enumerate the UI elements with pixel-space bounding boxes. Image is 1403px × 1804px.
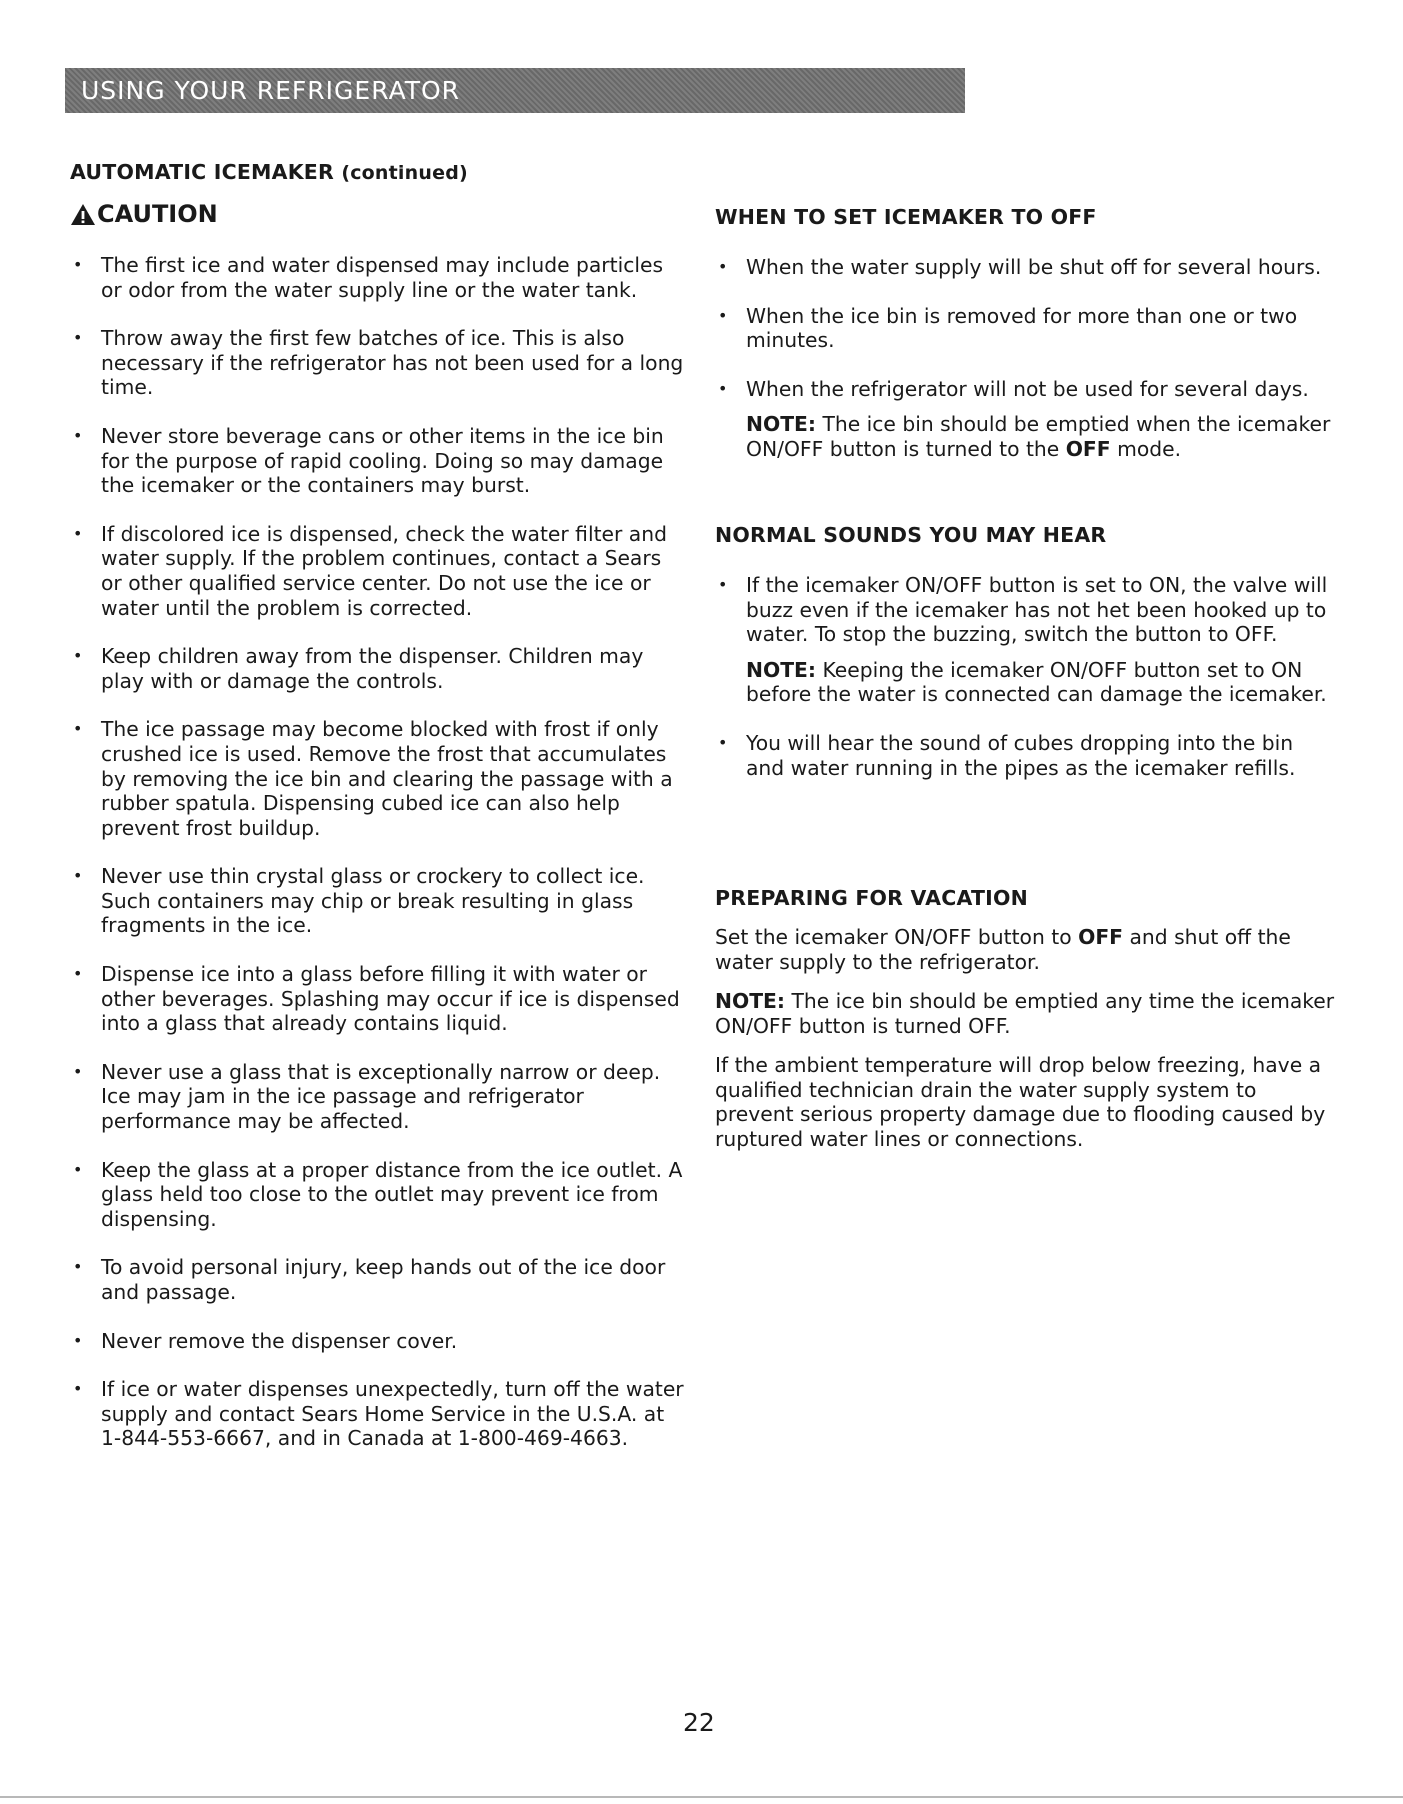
bullet-icon: • bbox=[73, 328, 83, 348]
list-item: • You will hear the sound of cubes dropping into the bin and water running in the pipes as the icemaker refills. bbox=[718, 730, 1296, 780]
warning-triangle-icon bbox=[70, 203, 96, 226]
list-item: • To avoid personal injury, keep hands out of the ice door and passage. bbox=[73, 1255, 666, 1304]
list-item: • Keep the glass at a proper distance from the ice outlet. A glass held too close to the outlet may prevent ice from dispensing. bbox=[73, 1157, 683, 1231]
list-item: • The first ice and water dispensed may include particles or odor from the water supply line or the water tank. bbox=[73, 253, 664, 302]
caution-label: CAUTION bbox=[97, 200, 218, 228]
bullet-icon: • bbox=[73, 646, 83, 666]
section-banner bbox=[65, 68, 965, 113]
vacation-section-heading: PREPARING FOR VACATION bbox=[715, 886, 1028, 910]
bullet-icon: • bbox=[718, 257, 728, 276]
list-item: • The ice passage may become blocked with frost if only crushed ice is used. Remove the frost that accumulates by removing the ice bin and clearing the passage with a rubber spatula. Dispensing cubed ice can also help prevent frost buildup. bbox=[73, 717, 673, 840]
bullet-icon: • bbox=[73, 1257, 83, 1277]
list-item: • Throw away the first few batches of ice. This is also necessary if the refrigerator has not been used for a long time. bbox=[73, 326, 684, 400]
list-item: • Never use thin crystal glass or crockery to collect ice. Such containers may chip or break resulting in glass fragments in the ice. bbox=[73, 864, 645, 938]
bullet-icon: • bbox=[73, 1159, 83, 1179]
bullet-icon: • bbox=[718, 378, 728, 398]
vacation-paragraph: Set the icemaker ON/OFF button to OFF and shut off the water supply to the refrigerator. bbox=[715, 925, 1291, 974]
list-item: • If the icemaker ON/OFF button is set to ON, the valve will buzz even if the icemaker has not het been hooked up to water. To stop the buzzing, switch the button to OFF. bbox=[718, 573, 1328, 647]
sounds-section-heading: NORMAL SOUNDS YOU MAY HEAR bbox=[715, 523, 1107, 547]
list-item: • When the refrigerator will not be used for several days. bbox=[718, 376, 1309, 401]
bullet-icon: • bbox=[73, 1061, 83, 1081]
off-section-note: NOTE: The ice bin should be emptied when the icemaker ON/OFF button is turned to the OFF mode. bbox=[746, 412, 1331, 461]
sounds-section-list bbox=[715, 573, 1330, 804]
list-item: • Never remove the dispenser cover. bbox=[73, 1328, 458, 1353]
caution-heading bbox=[70, 200, 218, 228]
caution-list bbox=[70, 253, 685, 1475]
footer-divider bbox=[0, 1796, 1403, 1798]
sounds-section-note: NOTE: Keeping the icemaker ON/OFF button set to ON before the water is connected can damage the icemaker. bbox=[746, 657, 1327, 707]
bullet-icon: • bbox=[718, 575, 728, 594]
bullet-icon: • bbox=[73, 425, 83, 445]
page-number: 22 bbox=[683, 1708, 715, 1737]
bullet-icon: • bbox=[73, 1330, 83, 1350]
bullet-icon: • bbox=[718, 305, 728, 325]
bullet-icon: • bbox=[73, 1379, 83, 1399]
off-section-heading: WHEN TO SET ICEMAKER TO OFF bbox=[715, 205, 1097, 229]
vacation-freezing-paragraph: If the ambient temperature will drop below freezing, have a qualified technician drain the water supply system to prevent serious property damage due to flooding caused by ruptured water lines or connections. bbox=[715, 1053, 1326, 1151]
section-suffix: (continued) bbox=[341, 162, 468, 184]
bullet-icon: • bbox=[73, 719, 83, 739]
bullet-icon: • bbox=[73, 964, 83, 984]
bullet-icon: • bbox=[73, 523, 83, 543]
bullet-icon: • bbox=[73, 255, 83, 274]
list-item: • If ice or water dispenses unexpectedly, turn off the water supply and contact Sears Home Service in the U.S.A. at 1-844-553-6667, and in Canada at 1-800-469-4663. bbox=[73, 1377, 684, 1451]
list-item: • Dispense ice into a glass before filling it with water or other beverages. Splashing may occur if ice is dispensed into a glass that already contains liquid. bbox=[73, 962, 680, 1036]
section-title: AUTOMATIC ICEMAKER bbox=[70, 160, 334, 184]
bullet-icon: • bbox=[718, 732, 728, 752]
list-item: • Never use a glass that is exceptionally narrow or deep. Ice may jam in the ice passage and refrigerator performance may be affected. bbox=[73, 1059, 661, 1134]
automatic-icemaker-heading bbox=[70, 160, 468, 184]
list-item: • When the ice bin is removed for more than one or two minutes. bbox=[718, 303, 1298, 353]
list-item: • When the water supply will be shut off for several hours. bbox=[718, 255, 1322, 279]
bullet-icon: • bbox=[73, 866, 83, 886]
list-item: • Keep children away from the dispenser. Children may play with or damage the controls. bbox=[73, 644, 644, 693]
banner-title: USING YOUR REFRIGERATOR bbox=[81, 76, 461, 105]
list-item: • Never store beverage cans or other items in the ice bin for the purpose of rapid cooling. Doing so may damage the icemaker or the containers may burst. bbox=[73, 423, 664, 498]
vacation-note: NOTE: The ice bin should be emptied any time the icemaker ON/OFF button is turned OFF. bbox=[715, 989, 1335, 1038]
off-section-list bbox=[715, 255, 1355, 486]
list-item: • If discolored ice is dispensed, check the water filter and water supply. If the problem continues, contact a Sears or other qualified service center. Do not use the ice or water until the problem is corrected. bbox=[73, 521, 667, 620]
